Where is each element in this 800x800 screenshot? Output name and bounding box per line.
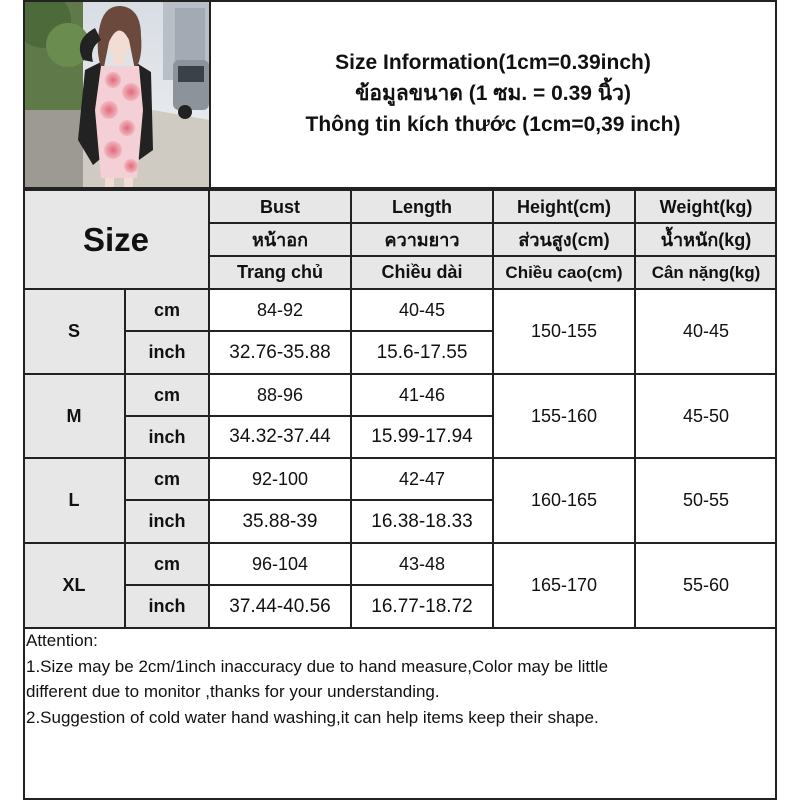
unit-inch-label: inch (125, 500, 209, 543)
attention-notes (23, 628, 777, 730)
bust-cm-value: 88-96 (209, 374, 351, 416)
height-value: 150-155 (493, 289, 635, 374)
unit-cm-label: cm (125, 458, 209, 500)
column-length-vi: Chiều dài (351, 256, 493, 289)
column-weight-en: Weight(kg) (635, 191, 777, 223)
attention-line-2: different due to monitor ,thanks for your understanding. (26, 682, 440, 701)
model-photo-illustration (23, 0, 209, 187)
attention-line-3: 2.Suggestion of cold water hand washing,it can help items keep their shape. (26, 707, 599, 727)
divider-m-l (23, 457, 777, 459)
divider-l-units (125, 499, 493, 501)
divider-col-unit (208, 191, 210, 628)
column-height-en: Height(cm) (493, 191, 635, 223)
size-l-label: L (23, 458, 125, 543)
size-chart (23, 0, 777, 800)
border-left (23, 0, 25, 800)
length-inch-value: 15.99-17.94 (351, 416, 493, 458)
divider-head-body (23, 288, 777, 290)
unit-inch-label: inch (125, 416, 209, 458)
bust-inch-value: 34.32-37.44 (209, 416, 351, 458)
divider-table-bottom (23, 627, 777, 629)
column-weight-th: น้ำหนัก(kg) (635, 223, 777, 256)
divider-s-m (23, 373, 777, 375)
column-bust-en: Bust (209, 191, 351, 223)
column-bust-vi: Trang chủ (209, 256, 351, 289)
product-photo (23, 0, 209, 187)
divider-s-units (125, 330, 493, 332)
divider-col-height (634, 191, 636, 628)
bust-inch-value: 37.44-40.56 (209, 585, 351, 628)
title-vietnamese: Thông tin kích thước (1cm=0,39 inch) (305, 113, 681, 136)
length-cm-value: 43-48 (351, 543, 493, 585)
size-s-label: S (23, 289, 125, 374)
attention-heading: Attention: (26, 631, 98, 650)
length-inch-value: 16.38-18.33 (351, 500, 493, 543)
column-weight-vi: Cân nặng(kg) (635, 256, 777, 289)
divider-col-bust (350, 191, 352, 628)
divider-xl-units (125, 584, 493, 586)
divider-m-units (125, 415, 493, 417)
column-bust-th: หน้าอก (209, 223, 351, 256)
length-inch-value: 16.77-18.72 (351, 585, 493, 628)
divider-photo (209, 0, 211, 191)
title-english: Size Information(1cm=0.39inch) (335, 51, 651, 74)
weight-value: 45-50 (635, 374, 777, 458)
height-value: 165-170 (493, 543, 635, 628)
weight-value: 55-60 (635, 543, 777, 628)
divider-col-length (492, 191, 494, 628)
size-information-header (209, 0, 777, 187)
weight-value: 50-55 (635, 458, 777, 543)
bust-inch-value: 32.76-35.88 (209, 331, 351, 374)
size-m-label: M (23, 374, 125, 458)
size-label: Size (23, 191, 209, 289)
divider-l-xl (23, 542, 777, 544)
length-cm-value: 41-46 (351, 374, 493, 416)
column-height-th: ส่วนสูง(cm) (493, 223, 635, 256)
column-length-th: ความยาว (351, 223, 493, 256)
size-xl-label: XL (23, 543, 125, 628)
bust-cm-value: 84-92 (209, 289, 351, 331)
length-cm-value: 42-47 (351, 458, 493, 500)
border-right (775, 0, 777, 800)
unit-cm-label: cm (125, 543, 209, 585)
weight-value: 40-45 (635, 289, 777, 374)
border-top (23, 0, 777, 2)
unit-inch-label: inch (125, 585, 209, 628)
unit-cm-label: cm (125, 374, 209, 416)
attention-line-1: 1.Size may be 2cm/1inch inaccuracy due to hand measure,Color may be little (26, 656, 609, 676)
length-cm-value: 40-45 (351, 289, 493, 331)
bust-cm-value: 96-104 (209, 543, 351, 585)
bust-cm-value: 92-100 (209, 458, 351, 500)
height-value: 155-160 (493, 374, 635, 458)
title-thai: ข้อมูลขนาด (1 ซม. = 0.39 นิ้ว) (355, 82, 631, 105)
divider-header (23, 187, 777, 191)
divider-col-size (124, 289, 126, 628)
column-height-vi: Chiều cao(cm) (493, 256, 635, 289)
unit-inch-label: inch (125, 331, 209, 374)
bust-inch-value: 35.88-39 (209, 500, 351, 543)
length-inch-value: 15.6-17.55 (351, 331, 493, 374)
height-value: 160-165 (493, 458, 635, 543)
column-length-en: Length (351, 191, 493, 223)
unit-cm-label: cm (125, 289, 209, 331)
